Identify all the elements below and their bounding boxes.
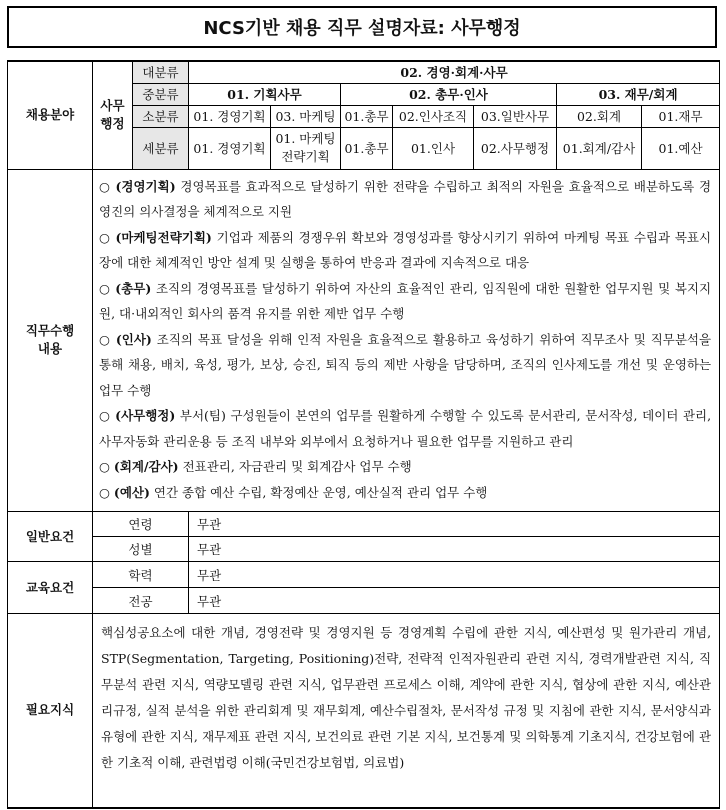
- job-description-table: [7, 60, 720, 809]
- major-category: 02. 경영·회계·사무: [189, 61, 720, 83]
- required-knowledge-text: 핵심성공요소에 대한 개념, 경영전략 및 경영지원 등 경영계획 수립에 관한 지식, 예산편성 및 원가관리 개념, STP(Segmentation, Targeting, Positioning)전략, 전략적 인적자원관리 관련 지식, 경력개발관련 지식, 직무분석 관련 지식, 역량모델링 관련 지식, 업무관련 프로세스 이해, 계약에 관한 지식, 협상에 관한 지식, 예산관리규정, 실적 분석을 위한 관리회계 및 재무회계, 예산수립절차, 문서작성 규정 및 지침에 관한 지식, 문서양식과 유형에 관한 지식, 재무제표 관련 지식, 보건의료 관련 기본 지식, 보건통계 및 의학통계 기초지식, 건강보험에 관한 기초적 이해, 관련법령 이해(국민건강보험법, 의료법): [93, 614, 720, 808]
- section-label-knowledge: 필요지식: [8, 614, 93, 808]
- detail-category: 01.예산: [642, 127, 720, 169]
- detail-category: 01.회계/감사: [557, 127, 642, 169]
- duty-item: ○ (인사) 조직의 목표 달성을 위해 인적 자원을 효율적으로 활용하고 육성하기 위하여 직무조사 및 직무분석을 통해 채용, 배치, 육성, 평가, 보상, 승진, 퇴직 등의 제반 사항을 담당하며, 조직의 인사제도를 개선 및 운영하는 업무 수행: [99, 331, 712, 398]
- duty-item: ○ (경영기획) 경영목표를 효과적으로 달성하기 위한 전략을 수립하고 최적의 자원을 효율적으로 배분하도록 경영진의 의사결정을 체계적으로 지원: [99, 178, 712, 219]
- duties-list: [93, 169, 720, 512]
- duty-item: ○ (총무) 조직의 경영목표를 달성하기 위하여 자산의 효율적인 관리, 임직원에 대한 원활한 업무지원 및 복지지원, 대·내외적인 회사의 품격 유지를 위한 제반 업무 수행: [99, 280, 712, 321]
- education-value: 무관: [189, 588, 720, 614]
- detail-category: 01.인사: [393, 127, 474, 169]
- section-label-recruitment-field: 채용분야: [8, 61, 93, 169]
- education-key: 학력: [93, 562, 189, 588]
- minor-category: 02.회계: [557, 105, 642, 127]
- minor-category: 01.총무: [341, 105, 393, 127]
- general-value: 무관: [189, 512, 720, 537]
- detail-category: 01.총무: [341, 127, 393, 169]
- row-label-detail: 세분류: [133, 127, 189, 169]
- general-value: 무관: [189, 537, 720, 562]
- minor-category: 02.인사조직: [393, 105, 474, 127]
- middle-category-3: 03. 재무/회계: [557, 83, 720, 105]
- duty-item: ○ (사무행정) 부서(팀) 구성원들이 본연의 업무를 원활하게 수행할 수 있도록 문서관리, 문서작성, 데이터 관리, 사무자동화 관리운용 등 조직 내부와 외부에서 요청하거나 필요한 업무를 지원하고 관리: [99, 408, 712, 449]
- section-label-education: 교육요건: [8, 562, 93, 614]
- duty-item: ○ (마케팅전략기획) 기업과 제품의 경쟁우위 확보와 경영성과를 향상시키기 위하여 마케팅 목표 수립과 목표시장에 대한 체계적인 방안 설계 및 실행을 통하여 반응과 결과에 지속적으로 대응: [99, 229, 712, 270]
- middle-category-2: 02. 총무·인사: [341, 83, 557, 105]
- row-label-minor: 소분류: [133, 105, 189, 127]
- group-label: 사무 행정: [93, 61, 133, 169]
- section-label-general: 일반요건: [8, 512, 93, 562]
- row-label-major: 대분류: [133, 61, 189, 83]
- minor-category: 03.일반사무: [474, 105, 557, 127]
- duty-item: ○ (예산) 연간 종합 예산 수립, 확정예산 운영, 예산실적 관리 업무 수행: [99, 484, 488, 500]
- detail-category: 01. 경영기획: [189, 127, 271, 169]
- duty-item: ○ (회계/감사) 전표관리, 자금관리 및 회계감사 업무 수행: [99, 459, 412, 474]
- section-label-duties: 직무수행 내용: [8, 169, 93, 512]
- general-key: 연령: [93, 512, 189, 537]
- education-key: 전공: [93, 588, 189, 614]
- page-title: NCS기반 채용 직무 설명자료: 사무행정: [7, 6, 717, 48]
- general-key: 성별: [93, 537, 189, 562]
- minor-category: 03. 마케팅: [271, 105, 341, 127]
- middle-category-1: 01. 기획사무: [189, 83, 341, 105]
- detail-category: 01. 마케팅 전략기획: [271, 127, 341, 169]
- minor-category: 01. 경영기획: [189, 105, 271, 127]
- row-label-middle: 중분류: [133, 83, 189, 105]
- minor-category: 01.재무: [642, 105, 720, 127]
- detail-category: 02.사무행정: [474, 127, 557, 169]
- education-value: 무관: [189, 562, 720, 588]
